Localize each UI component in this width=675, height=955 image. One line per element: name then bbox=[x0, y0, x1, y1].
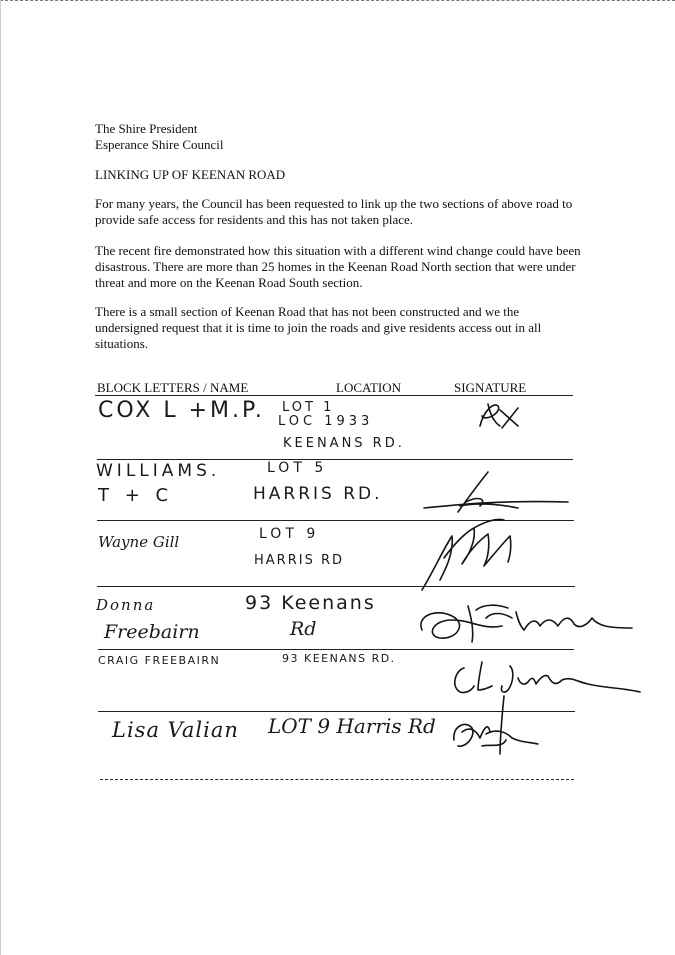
letter-subject: LINKING UP OF KEENAN ROAD bbox=[95, 167, 286, 182]
row2-signature bbox=[418, 468, 578, 518]
paragraph-1: For many years, the Council has been requested to link up the two sections of above road to provide safe access for residents and this has not taken place. bbox=[95, 196, 573, 227]
row1-location-line1: LOT 1 bbox=[282, 400, 335, 415]
column-header-location: LOCATION bbox=[336, 380, 401, 395]
row2-name-line2: T + C bbox=[98, 485, 174, 506]
row3-signature bbox=[414, 514, 544, 596]
table-header-rule bbox=[95, 395, 573, 396]
paragraph-3: There is a small section of Keenan Road that has not been constructed and we the undersigned request that it is time to join the roads and give residents access out in all situations. bbox=[95, 304, 542, 351]
row6-name: Lisa Valian bbox=[112, 718, 239, 742]
row6-signature bbox=[446, 692, 546, 764]
row-divider bbox=[97, 459, 573, 460]
row2-location-line1: LOT 5 bbox=[267, 460, 328, 476]
column-header-name: BLOCK LETTERS / NAME bbox=[97, 380, 249, 395]
scan-top-edge bbox=[0, 0, 675, 1]
row2-location-line2: HARRIS RD. bbox=[253, 484, 383, 504]
row4-location-line2: Rd bbox=[290, 618, 317, 640]
column-header-signature: SIGNATURE bbox=[454, 380, 527, 395]
row5-location: 93 KEENANS RD. bbox=[282, 652, 396, 665]
row3-location-line2: HARRIS RD bbox=[254, 553, 344, 568]
row3-name: Wayne Gill bbox=[98, 533, 180, 551]
row3-location-line1: LOT 9 bbox=[259, 526, 320, 542]
row1-name: COX L +M.P. bbox=[98, 398, 265, 423]
row6-location: LOT 9 Harris Rd bbox=[268, 714, 436, 738]
recipient-title: The Shire President bbox=[95, 121, 198, 136]
row5-name: CRAIG FREEBAIRN bbox=[98, 654, 221, 667]
row4-name-line2: Freebairn bbox=[104, 621, 200, 643]
recipient-block bbox=[95, 121, 224, 153]
row2-name-line1: WILLIAMS. bbox=[96, 461, 221, 481]
row1-location-line2: LOC 1933 bbox=[278, 414, 374, 429]
row4-name-line1: Donna bbox=[96, 596, 156, 614]
scan-left-edge bbox=[0, 0, 1, 955]
row1-location-line3: KEENANS RD. bbox=[283, 436, 405, 451]
paragraph-2: The recent fire demonstrated how this situation with a different wind change could have been disastrous. There are more than 25 homes in the Keenan Road North section that were under threat and more on the Keenan Road South section. bbox=[95, 243, 581, 290]
row1-signature bbox=[474, 398, 534, 434]
row4-signature bbox=[412, 590, 636, 650]
row4-location-line1: 93 Keenans bbox=[245, 592, 376, 614]
table-bottom-dashed-rule bbox=[100, 779, 574, 780]
recipient-organisation: Esperance Shire Council bbox=[95, 137, 224, 152]
